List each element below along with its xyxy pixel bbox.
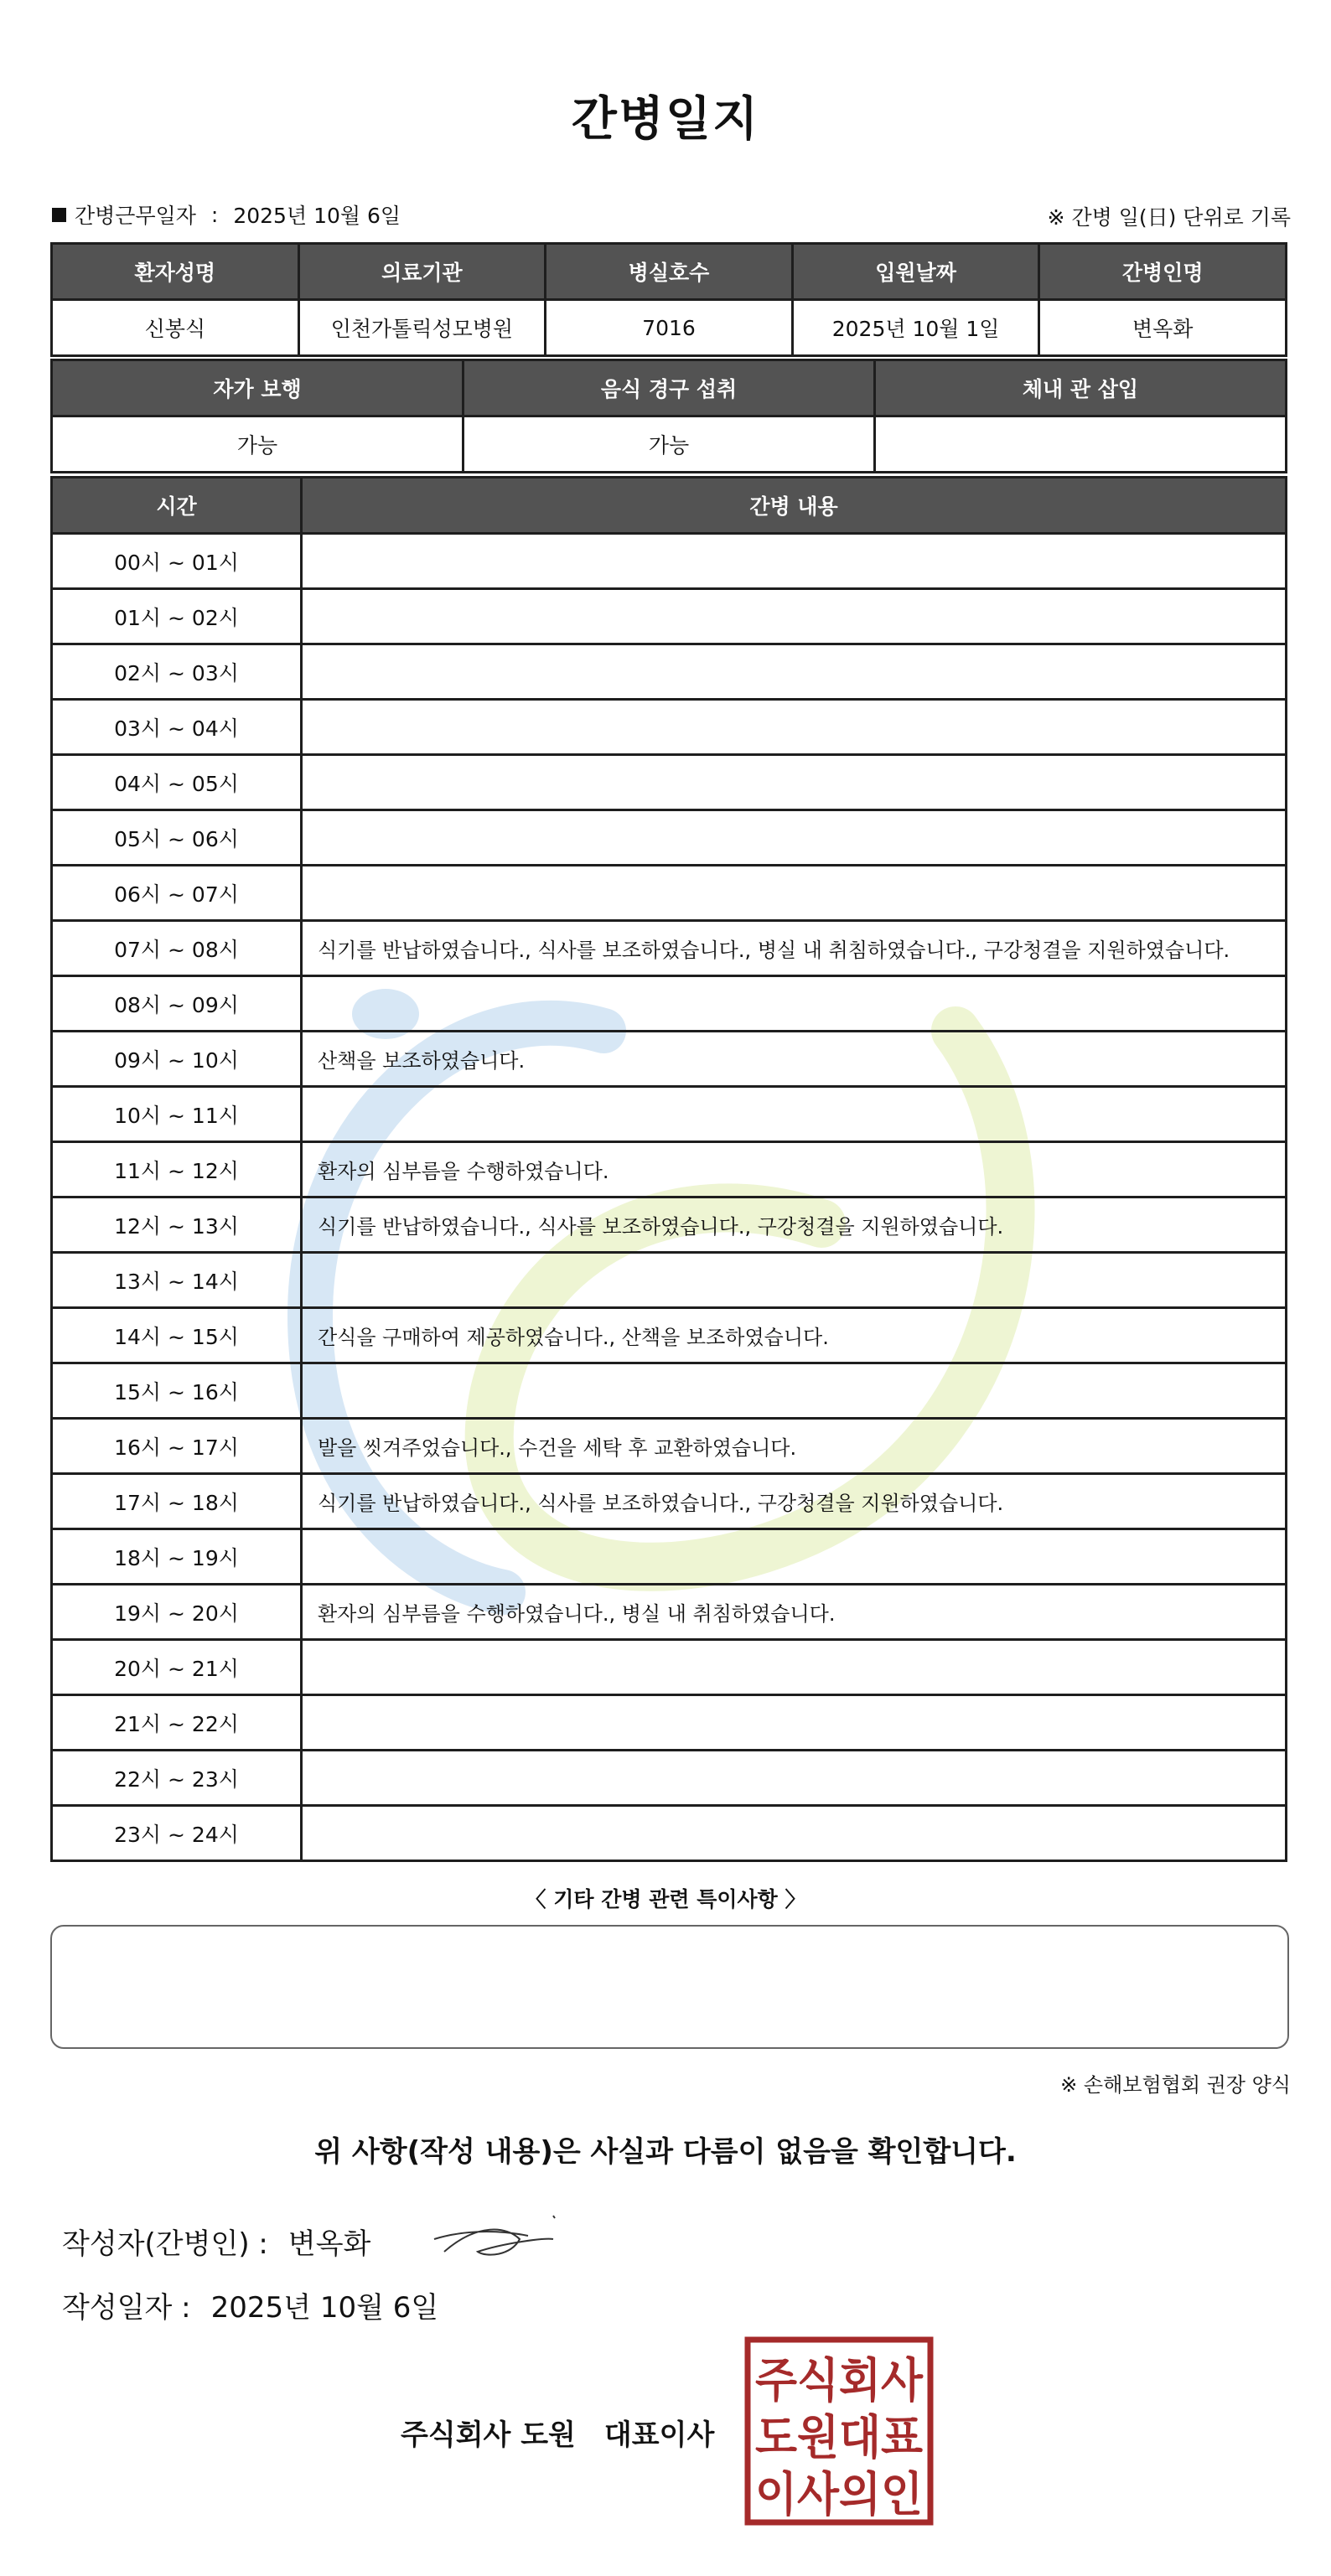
care-content: 식기를 반납하였습니다., 식사를 보조하였습니다., 구강청결을 지원하였습니다. xyxy=(302,1474,1287,1529)
care-content xyxy=(302,1806,1287,1861)
table-row xyxy=(52,1640,1287,1695)
document-title: 간병일지 xyxy=(571,92,760,147)
time-slot: 10시 ~ 11시 xyxy=(52,1087,302,1142)
patient-info-table xyxy=(50,242,1287,357)
care-content: 환자의 심부름을 수행하였습니다. xyxy=(302,1142,1287,1197)
table-row xyxy=(52,1751,1287,1806)
caregiver-name: 변옥화 xyxy=(1039,300,1287,356)
time-slot: 01시 ~ 02시 xyxy=(52,589,302,644)
header-care-content: 간병 내용 xyxy=(302,478,1287,534)
time-slot: 12시 ~ 13시 xyxy=(52,1197,302,1253)
care-content xyxy=(302,1751,1287,1806)
header-caregiver: 간병인명 xyxy=(1039,244,1287,300)
table-row xyxy=(52,1142,1287,1197)
work-date xyxy=(52,199,401,230)
table-row xyxy=(52,1253,1287,1308)
care-content: 식기를 반납하였습니다., 식사를 보조하였습니다., 병실 내 취침하였습니다., 구강청결을 지원하였습니다. xyxy=(302,921,1287,976)
time-slot: 03시 ~ 04시 xyxy=(52,700,302,755)
table-row xyxy=(52,1419,1287,1474)
bullet-square-icon xyxy=(52,208,66,222)
table-row xyxy=(52,810,1287,866)
tube-insertion-status xyxy=(875,416,1287,473)
care-content xyxy=(302,1087,1287,1142)
header-patient-name: 환자성명 xyxy=(52,244,299,300)
table-row xyxy=(52,589,1287,644)
time-slot: 05시 ~ 06시 xyxy=(52,810,302,866)
unit-note: ※ 간병 일(日) 단위로 기록 xyxy=(1047,205,1291,230)
table-row xyxy=(52,866,1287,921)
time-slot: 07시 ~ 08시 xyxy=(52,921,302,976)
care-content xyxy=(302,1695,1287,1751)
header-admission-date: 입원날짜 xyxy=(792,244,1039,300)
time-slot: 23시 ~ 24시 xyxy=(52,1806,302,1861)
table-row xyxy=(52,1529,1287,1585)
svg-text:주식회사: 주식회사 xyxy=(755,2354,924,2408)
care-content xyxy=(302,1640,1287,1695)
care-content xyxy=(302,700,1287,755)
table-row xyxy=(52,1032,1287,1087)
time-slot: 08시 ~ 09시 xyxy=(52,976,302,1032)
care-content xyxy=(302,976,1287,1032)
time-slot: 20시 ~ 21시 xyxy=(52,1640,302,1695)
table-row xyxy=(52,976,1287,1032)
table-row xyxy=(52,1474,1287,1529)
care-content xyxy=(302,810,1287,866)
written-date-value: 2025년 10월 6일 xyxy=(210,2291,439,2325)
table-row xyxy=(52,1087,1287,1142)
care-content xyxy=(302,755,1287,810)
time-slot: 11시 ~ 12시 xyxy=(52,1142,302,1197)
company-name: 주식회사 도원 xyxy=(401,2418,576,2452)
care-content xyxy=(302,866,1287,921)
writer-line xyxy=(62,2221,370,2262)
confirmation-statement: 위 사항(작성 내용)은 사실과 다름이 없음을 확인합니다. xyxy=(314,2135,1017,2169)
care-content xyxy=(302,1529,1287,1585)
care-content xyxy=(302,644,1287,700)
table-row xyxy=(52,1585,1287,1640)
time-slot: 06시 ~ 07시 xyxy=(52,866,302,921)
care-content xyxy=(302,589,1287,644)
time-slot: 04시 ~ 05시 xyxy=(52,755,302,810)
time-slot: 19시 ~ 20시 xyxy=(52,1585,302,1640)
table-row xyxy=(52,1308,1287,1363)
room-number: 7016 xyxy=(546,300,793,356)
time-slot: 13시 ~ 14시 xyxy=(52,1253,302,1308)
patient-status-table xyxy=(50,359,1287,473)
time-slot: 16시 ~ 17시 xyxy=(52,1419,302,1474)
time-slot: 15시 ~ 16시 xyxy=(52,1363,302,1419)
table-row xyxy=(52,1197,1287,1253)
time-slot: 18시 ~ 19시 xyxy=(52,1529,302,1585)
company-line xyxy=(401,2412,714,2453)
care-content: 발을 씻겨주었습니다., 수건을 세탁 후 교환하였습니다. xyxy=(302,1419,1287,1474)
oral-intake-status: 가능 xyxy=(464,416,875,473)
hospital-name: 인천가톨릭성모병원 xyxy=(298,300,546,356)
time-slot: 00시 ~ 01시 xyxy=(52,534,302,589)
table-row xyxy=(52,644,1287,700)
table-row xyxy=(52,1806,1287,1861)
table-row xyxy=(52,755,1287,810)
care-content xyxy=(302,1363,1287,1419)
header-oral-intake: 음식 경구 섭취 xyxy=(464,360,875,416)
remarks-box xyxy=(50,1925,1289,2049)
company-seal-stamp xyxy=(744,2336,934,2526)
signature xyxy=(427,2206,570,2264)
table-row xyxy=(52,534,1287,589)
time-slot: 17시 ~ 18시 xyxy=(52,1474,302,1529)
time-slot: 02시 ~ 03시 xyxy=(52,644,302,700)
header-hospital: 의료기관 xyxy=(298,244,546,300)
table-row xyxy=(52,921,1287,976)
care-content: 식기를 반납하였습니다., 식사를 보조하였습니다., 구강청결을 지원하였습니다. xyxy=(302,1197,1287,1253)
work-date-value: 2025년 10월 6일 xyxy=(233,204,401,228)
work-date-separator: : xyxy=(210,202,219,227)
care-content: 환자의 심부름을 수행하였습니다., 병실 내 취침하였습니다. xyxy=(302,1585,1287,1640)
care-content xyxy=(302,534,1287,589)
svg-text:도원대표: 도원대표 xyxy=(755,2411,923,2465)
admission-date: 2025년 10월 1일 xyxy=(792,300,1039,356)
work-date-label: 간병근무일자 xyxy=(75,204,196,228)
care-content xyxy=(302,1253,1287,1308)
header-room: 병실호수 xyxy=(546,244,793,300)
remarks-title: 〈 기타 간병 관련 특이사항 〉 xyxy=(525,1887,806,1911)
form-note: ※ 손해보험협회 권장 양식 xyxy=(1060,2073,1291,2097)
written-date-label: 작성일자 : xyxy=(62,2291,191,2325)
writer-name: 변옥화 xyxy=(287,2227,371,2261)
time-slot: 14시 ~ 15시 xyxy=(52,1308,302,1363)
care-content: 산책을 보조하였습니다. xyxy=(302,1032,1287,1087)
written-date-line xyxy=(62,2284,438,2325)
table-row xyxy=(52,700,1287,755)
patient-name: 신봉식 xyxy=(52,300,299,356)
writer-label: 작성자(간병인) : xyxy=(62,2227,268,2261)
header-tube-insertion: 체내 관 삽입 xyxy=(875,360,1287,416)
time-slot: 21시 ~ 22시 xyxy=(52,1695,302,1751)
table-row xyxy=(52,1695,1287,1751)
walking-status: 가능 xyxy=(52,416,464,473)
company-title: 대표이사 xyxy=(603,2418,715,2452)
header-walking: 자가 보행 xyxy=(52,360,464,416)
care-content: 간식을 구매하여 제공하였습니다., 산책을 보조하였습니다. xyxy=(302,1308,1287,1363)
time-slot: 09시 ~ 10시 xyxy=(52,1032,302,1087)
svg-text:이사의인: 이사의인 xyxy=(755,2468,923,2522)
time-slot: 22시 ~ 23시 xyxy=(52,1751,302,1806)
care-log-table xyxy=(50,476,1287,1862)
header-time: 시간 xyxy=(52,478,302,534)
table-row xyxy=(52,1363,1287,1419)
